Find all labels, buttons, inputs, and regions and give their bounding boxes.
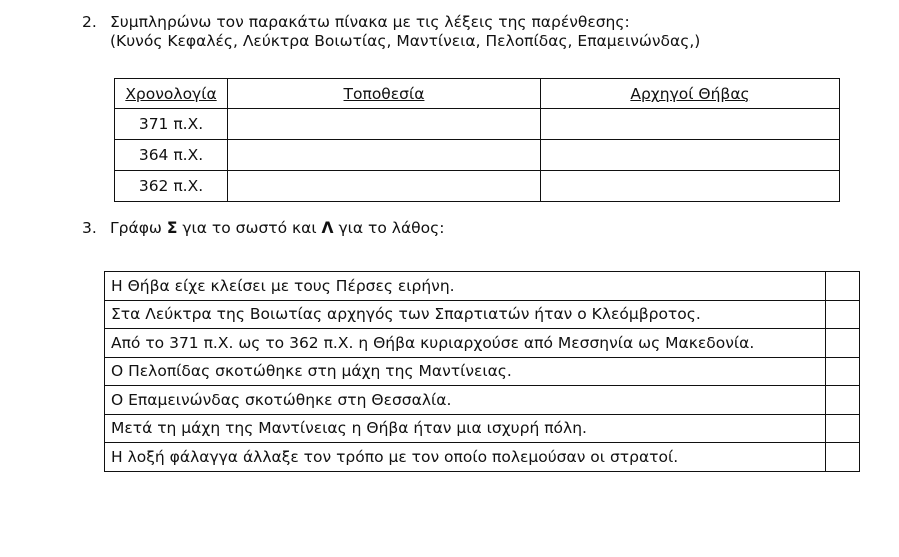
fill-in-table xyxy=(114,78,840,202)
date-cell: 371 π.Χ. xyxy=(115,109,228,140)
answer-box[interactable] xyxy=(826,414,860,443)
statement-cell: Από το 371 π.Χ. ως το 362 π.Χ. η Θήβα κυριαρχούσε από Μεσσηνία ως Μακεδονία. xyxy=(105,329,826,358)
table-row xyxy=(115,109,840,140)
table-row xyxy=(105,386,860,415)
table-row xyxy=(105,300,860,329)
table-row xyxy=(105,329,860,358)
location-answer-cell[interactable] xyxy=(228,171,541,202)
answer-box[interactable] xyxy=(826,357,860,386)
true-false-table xyxy=(104,271,860,472)
answer-box[interactable] xyxy=(826,300,860,329)
answer-box[interactable] xyxy=(826,386,860,415)
question-3 xyxy=(82,219,444,238)
table-row xyxy=(115,171,840,202)
table-row xyxy=(105,443,860,472)
statement-cell: Η Θήβα είχε κλείσει με τους Πέρσες ειρήνη. xyxy=(105,272,826,301)
leader-answer-cell[interactable] xyxy=(541,140,840,171)
table-row xyxy=(105,272,860,301)
table-row xyxy=(115,140,840,171)
leader-answer-cell[interactable] xyxy=(541,171,840,202)
header-theban-leaders: Αρχηγοί Θήβας xyxy=(541,79,840,109)
question-3-text-middle: για το σωστό και xyxy=(177,219,322,237)
table-row xyxy=(105,414,860,443)
answer-box[interactable] xyxy=(826,329,860,358)
date-cell: 364 π.Χ. xyxy=(115,140,228,171)
question-3-number: 3. xyxy=(82,219,97,237)
header-chronology: Χρονολογία xyxy=(115,79,228,109)
answer-box[interactable] xyxy=(826,272,860,301)
statement-cell: Στα Λεύκτρα της Βοιωτίας αρχηγός των Σπαρτιατών ήταν ο Κλεόμβροτος. xyxy=(105,300,826,329)
statement-cell: Ο Επαμεινώνδας σκοτώθηκε στη Θεσσαλία. xyxy=(105,386,826,415)
question-3-text-before: Γράφω xyxy=(110,219,167,237)
table-row xyxy=(105,357,860,386)
question-2-word-list: (Κυνός Κεφαλές, Λεύκτρα Βοιωτίας, Μαντίνεια, Πελοπίδας, Επαμεινώνδας,) xyxy=(110,32,701,50)
statement-cell: Η λοξή φάλαγγα άλλαξε τον τρόπο με τον οποίο πολεμούσαν οι στρατοί. xyxy=(105,443,826,472)
statement-cell: Μετά τη μάχη της Μαντίνειας η Θήβα ήταν μια ισχυρή πόλη. xyxy=(105,414,826,443)
answer-box[interactable] xyxy=(826,443,860,472)
leader-answer-cell[interactable] xyxy=(541,109,840,140)
location-answer-cell[interactable] xyxy=(228,109,541,140)
lambda-letter: Λ xyxy=(321,219,334,237)
question-2-number: 2. xyxy=(82,13,97,31)
question-2 xyxy=(82,13,700,51)
sigma-letter: Σ xyxy=(166,219,178,237)
location-answer-cell[interactable] xyxy=(228,140,541,171)
fill-in-table-header-row xyxy=(115,79,840,109)
date-cell: 362 π.Χ. xyxy=(115,171,228,202)
question-3-text-after: για το λάθος: xyxy=(333,219,445,237)
statement-cell: Ο Πελοπίδας σκοτώθηκε στη μάχη της Μαντίνειας. xyxy=(105,357,826,386)
header-location: Τοποθεσία xyxy=(228,79,541,109)
question-2-text: Συμπληρώνω τον παρακάτω πίνακα με τις λέξεις της παρένθεσης: xyxy=(110,13,630,31)
